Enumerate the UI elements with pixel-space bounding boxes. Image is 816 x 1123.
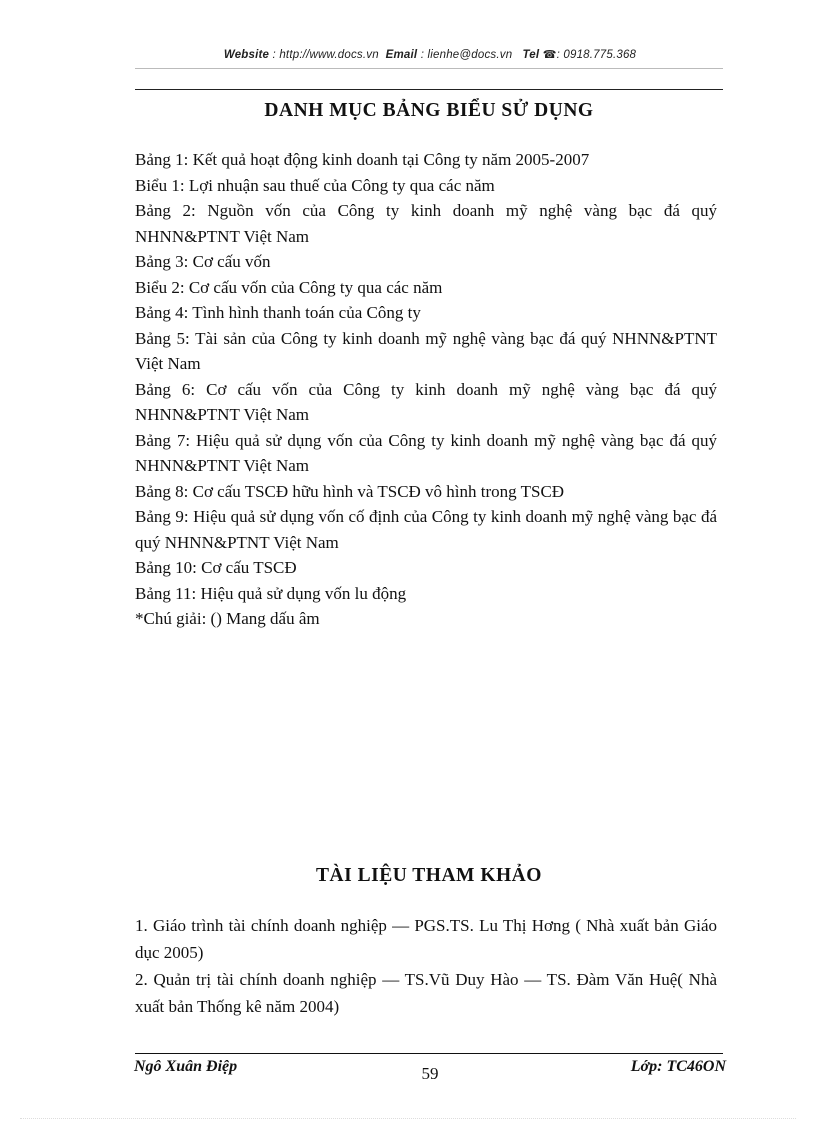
list-item: Biểu 2: Cơ cấu vốn của Công ty qua các năm <box>135 277 443 297</box>
phone-icon: ☎ <box>542 49 557 61</box>
list-item: Bảng 8: Cơ cấu TSCĐ hữu hình và TSCĐ vô hình trong TSCĐ <box>135 481 565 501</box>
tel-label: Tel <box>522 49 540 61</box>
list-item: Bảng 7: Hiệu quả sử dụng vốn của Công ty kinh doanh mỹ nghệ vàng bạc đá quý NHNN&PTNT Việt Nam <box>135 430 717 475</box>
list-item: Bảng 4: Tình hình thanh toán của Công ty <box>135 303 421 322</box>
reference-item: 1. Giáo trình tài chính doanh nghiệp — PGS.TS. Lu Thị Hơng ( Nhà xuất bản Giáo dục 2005) <box>135 916 717 962</box>
list-item: Bảng 10: Cơ cấu TSCĐ <box>135 558 297 577</box>
list-item: Bảng 9: Hiệu quả sử dụng vốn cố định của Công ty kinh doanh mỹ nghệ vàng bạc đá quý NHNN&PTNT Việt Nam <box>135 507 717 552</box>
references-list <box>135 912 717 1020</box>
email-value: : lienhe@docs.vn <box>420 49 513 61</box>
list-item: Bảng 3: Cơ cấu vốn <box>135 252 271 271</box>
page-bottom-border <box>20 1118 796 1119</box>
list-item: Bảng 6: Cơ cấu vốn của Công ty kinh doanh mỹ nghệ vàng bạc đá quý NHNN&PTNT Việt Nam <box>135 379 717 424</box>
list-of-tables <box>135 147 717 632</box>
page-number: 59 <box>421 1064 439 1083</box>
reference-item: 2. Quản trị tài chính doanh nghiệp — TS.Vũ Duy Hào — TS. Đàm Văn Huệ( Nhà xuất bản Thống kê năm 2004) <box>135 970 717 1016</box>
footer-class: Lớp: TC46ON <box>630 1058 726 1075</box>
tel-value: : 0918.775.368 <box>556 49 637 61</box>
website-value: : http://www.docs.vn <box>272 49 379 61</box>
list-item: Bảng 11: Hiệu quả sử dụng vốn lu động <box>135 583 407 603</box>
list-of-tables-title: DANH MỤC BẢNG BIỂU SỬ DỤNG <box>264 100 594 121</box>
footer-divider <box>135 1053 723 1054</box>
list-item: Bảng 2: Nguồn vốn của Công ty kinh doanh mỹ nghệ vàng bạc đá quý NHNN&PTNT Việt Nam <box>135 201 717 246</box>
list-item: Biểu 1: Lợi nhuận sau thuế của Công ty qua các năm <box>135 175 495 195</box>
email-label: Email <box>385 49 418 61</box>
header-divider-thin <box>135 68 723 69</box>
header-divider <box>135 89 723 90</box>
list-item: *Chú giải: () Mang dấu âm <box>135 609 320 628</box>
footer-author: Ngô Xuân Điệp <box>134 1058 238 1075</box>
list-item: Bảng 1: Kết quả hoạt động kinh doanh tại Công ty năm 2005-2007 <box>135 150 590 169</box>
list-item: Bảng 5: Tài sản của Công ty kinh doanh mỹ nghệ vàng bạc đá quý NHNN&PTNT Việt Nam <box>135 328 717 373</box>
references-title: TÀI LIỆU THAM KHẢO <box>316 865 542 886</box>
website-label: Website <box>223 49 270 61</box>
page-header <box>135 48 725 61</box>
